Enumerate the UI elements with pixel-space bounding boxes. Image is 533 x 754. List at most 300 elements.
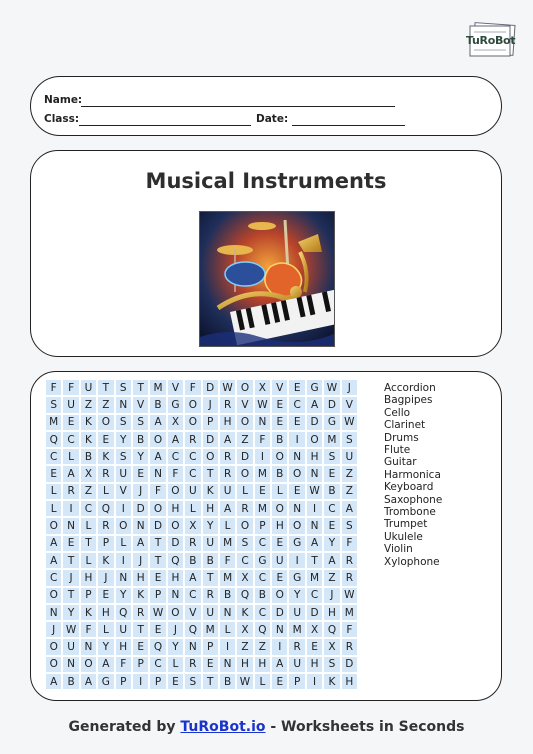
grid-cell[interactable]: T [149,535,166,552]
grid-cell[interactable]: Z [254,638,271,655]
grid-cell[interactable]: N [167,587,184,604]
grid-cell[interactable]: K [80,431,97,448]
grid-cell[interactable]: Q [184,621,201,638]
grid-cell[interactable]: J [323,587,340,604]
grid-cell[interactable]: X [184,517,201,534]
grid-cell[interactable]: N [62,517,79,534]
grid-cell[interactable]: A [97,656,114,673]
grid-cell[interactable]: H [132,569,149,586]
grid-cell[interactable]: X [323,638,340,655]
grid-cell[interactable]: G [167,396,184,413]
grid-cell[interactable]: T [132,379,149,396]
grid-cell[interactable]: W [341,414,358,431]
grid-cell[interactable]: E [271,673,288,690]
grid-cell[interactable]: Q [115,604,132,621]
grid-cell[interactable]: S [341,517,358,534]
grid-cell[interactable]: O [202,448,219,465]
grid-cell[interactable]: E [132,638,149,655]
name-field[interactable] [81,106,395,107]
grid-cell[interactable]: C [288,396,305,413]
grid-cell[interactable]: Q [45,431,62,448]
grid-cell[interactable]: A [80,673,97,690]
grid-cell[interactable]: F [254,431,271,448]
grid-cell[interactable]: E [149,621,166,638]
grid-cell[interactable]: C [45,569,62,586]
grid-cell[interactable]: Z [80,396,97,413]
grid-cell[interactable]: Z [236,431,253,448]
grid-cell[interactable]: U [62,638,79,655]
grid-cell[interactable]: D [202,431,219,448]
grid-cell[interactable]: X [254,379,271,396]
grid-cell[interactable]: J [167,621,184,638]
grid-cell[interactable]: C [306,587,323,604]
grid-cell[interactable]: N [132,517,149,534]
grid-cell[interactable]: J [202,396,219,413]
grid-cell[interactable]: O [184,414,201,431]
grid-cell[interactable]: C [184,448,201,465]
grid-cell[interactable]: F [62,379,79,396]
grid-cell[interactable]: Q [97,500,114,517]
grid-cell[interactable]: B [323,483,340,500]
grid-cell[interactable]: L [80,552,97,569]
grid-cell[interactable]: E [202,656,219,673]
grid-cell[interactable]: C [80,500,97,517]
grid-cell[interactable]: U [288,604,305,621]
grid-cell[interactable]: U [184,483,201,500]
grid-cell[interactable]: E [271,396,288,413]
grid-cell[interactable]: D [323,396,340,413]
grid-cell[interactable]: T [80,535,97,552]
grid-cell[interactable]: F [184,379,201,396]
grid-cell[interactable]: R [341,638,358,655]
grid-cell[interactable]: S [341,431,358,448]
grid-cell[interactable]: K [202,483,219,500]
grid-cell[interactable]: O [45,656,62,673]
grid-cell[interactable]: Y [167,638,184,655]
grid-cell[interactable]: E [149,569,166,586]
grid-cell[interactable]: N [219,604,236,621]
grid-cell[interactable]: M [341,604,358,621]
grid-cell[interactable]: L [271,483,288,500]
grid-cell[interactable]: D [149,517,166,534]
grid-cell[interactable]: L [45,500,62,517]
grid-cell[interactable]: O [167,517,184,534]
grid-cell[interactable]: T [306,552,323,569]
grid-cell[interactable]: Q [149,638,166,655]
grid-cell[interactable]: H [219,414,236,431]
grid-cell[interactable]: L [254,673,271,690]
grid-cell[interactable]: U [202,535,219,552]
grid-cell[interactable]: T [62,587,79,604]
grid-cell[interactable]: M [323,431,340,448]
grid-cell[interactable]: C [149,656,166,673]
grid-cell[interactable]: E [254,483,271,500]
grid-cell[interactable]: G [323,414,340,431]
grid-cell[interactable]: X [167,414,184,431]
grid-cell[interactable]: O [236,379,253,396]
grid-cell[interactable]: R [219,465,236,482]
grid-cell[interactable]: L [236,483,253,500]
grid-cell[interactable]: O [149,431,166,448]
grid-cell[interactable]: N [271,621,288,638]
grid-cell[interactable]: Z [341,465,358,482]
grid-cell[interactable]: M [306,569,323,586]
grid-cell[interactable]: A [45,673,62,690]
grid-cell[interactable]: L [45,483,62,500]
grid-cell[interactable]: M [149,379,166,396]
grid-cell[interactable]: A [167,431,184,448]
grid-cell[interactable]: Z [80,483,97,500]
grid-cell[interactable]: N [219,656,236,673]
grid-cell[interactable]: E [323,465,340,482]
grid-cell[interactable]: M [219,535,236,552]
grid-cell[interactable]: Z [323,569,340,586]
grid-cell[interactable]: Q [236,587,253,604]
grid-cell[interactable]: T [97,379,114,396]
grid-cell[interactable]: E [62,414,79,431]
grid-cell[interactable]: H [80,569,97,586]
grid-cell[interactable]: O [45,587,62,604]
grid-cell[interactable]: G [97,673,114,690]
grid-cell[interactable]: E [167,673,184,690]
grid-cell[interactable]: O [97,414,114,431]
grid-cell[interactable]: C [254,535,271,552]
grid-cell[interactable]: O [149,500,166,517]
grid-cell[interactable]: W [254,396,271,413]
grid-cell[interactable]: I [115,552,132,569]
grid-cell[interactable]: R [97,465,114,482]
grid-cell[interactable]: K [97,448,114,465]
grid-cell[interactable]: K [132,587,149,604]
grid-cell[interactable]: R [184,656,201,673]
grid-cell[interactable]: B [132,431,149,448]
grid-cell[interactable]: G [306,379,323,396]
grid-cell[interactable]: L [219,517,236,534]
grid-cell[interactable]: P [254,517,271,534]
grid-cell[interactable]: C [62,431,79,448]
grid-cell[interactable]: V [341,396,358,413]
grid-cell[interactable]: M [45,414,62,431]
grid-cell[interactable]: L [167,656,184,673]
grid-cell[interactable]: N [62,656,79,673]
grid-cell[interactable]: O [167,604,184,621]
grid-cell[interactable]: H [323,604,340,621]
grid-cell[interactable]: Y [323,535,340,552]
grid-cell[interactable]: N [288,448,305,465]
grid-cell[interactable]: I [306,500,323,517]
grid-cell[interactable]: N [306,465,323,482]
grid-cell[interactable]: O [45,517,62,534]
grid-cell[interactable]: D [236,448,253,465]
grid-cell[interactable]: O [184,396,201,413]
grid-cell[interactable]: S [184,673,201,690]
grid-cell[interactable]: R [97,517,114,534]
grid-cell[interactable]: M [288,621,305,638]
grid-cell[interactable]: O [45,638,62,655]
grid-cell[interactable]: S [236,535,253,552]
grid-cell[interactable]: T [202,569,219,586]
grid-cell[interactable]: C [184,587,201,604]
grid-cell[interactable]: O [288,465,305,482]
grid-cell[interactable]: J [45,621,62,638]
grid-cell[interactable]: N [149,465,166,482]
grid-cell[interactable]: P [97,535,114,552]
grid-cell[interactable]: U [62,396,79,413]
grid-cell[interactable]: D [341,656,358,673]
grid-cell[interactable]: H [306,656,323,673]
grid-cell[interactable]: Z [341,483,358,500]
grid-cell[interactable]: E [306,638,323,655]
grid-cell[interactable]: N [254,414,271,431]
grid-cell[interactable]: R [288,638,305,655]
grid-cell[interactable]: S [45,396,62,413]
grid-cell[interactable]: T [62,552,79,569]
grid-cell[interactable]: N [115,396,132,413]
grid-cell[interactable]: L [80,517,97,534]
grid-cell[interactable]: L [62,448,79,465]
grid-cell[interactable]: I [254,448,271,465]
grid-cell[interactable]: C [323,500,340,517]
grid-cell[interactable]: A [62,465,79,482]
grid-cell[interactable]: V [184,604,201,621]
grid-cell[interactable]: N [115,569,132,586]
grid-cell[interactable]: A [45,535,62,552]
grid-cell[interactable]: H [202,500,219,517]
grid-cell[interactable]: R [236,500,253,517]
grid-cell[interactable]: L [97,621,114,638]
grid-cell[interactable]: V [115,483,132,500]
grid-cell[interactable]: N [288,500,305,517]
grid-cell[interactable]: G [288,535,305,552]
grid-cell[interactable]: G [288,569,305,586]
grid-cell[interactable]: O [288,517,305,534]
grid-cell[interactable]: E [288,379,305,396]
grid-cell[interactable]: I [271,638,288,655]
grid-cell[interactable]: O [115,517,132,534]
grid-cell[interactable]: I [288,552,305,569]
grid-cell[interactable]: F [219,552,236,569]
grid-cell[interactable]: E [45,465,62,482]
grid-cell[interactable]: W [62,621,79,638]
grid-cell[interactable]: C [45,448,62,465]
grid-cell[interactable]: H [236,656,253,673]
grid-cell[interactable]: A [271,656,288,673]
grid-cell[interactable]: F [80,621,97,638]
grid-cell[interactable]: A [323,552,340,569]
grid-cell[interactable]: A [306,396,323,413]
grid-cell[interactable]: P [202,638,219,655]
grid-cell[interactable]: C [167,448,184,465]
grid-cell[interactable]: P [149,587,166,604]
grid-cell[interactable]: R [184,535,201,552]
grid-cell[interactable]: O [271,448,288,465]
grid-cell[interactable]: E [288,483,305,500]
grid-cell[interactable]: H [97,604,114,621]
grid-cell[interactable]: B [184,552,201,569]
grid-cell[interactable]: F [341,621,358,638]
grid-cell[interactable]: W [219,379,236,396]
grid-cell[interactable]: T [149,552,166,569]
grid-cell[interactable]: A [184,569,201,586]
grid-cell[interactable]: C [184,465,201,482]
grid-cell[interactable]: B [219,587,236,604]
grid-cell[interactable]: N [80,638,97,655]
grid-cell[interactable]: J [62,569,79,586]
grid-cell[interactable]: D [271,604,288,621]
grid-cell[interactable]: E [288,414,305,431]
grid-cell[interactable]: E [271,414,288,431]
grid-cell[interactable]: B [271,465,288,482]
grid-cell[interactable]: B [62,673,79,690]
grid-cell[interactable]: E [271,535,288,552]
grid-cell[interactable]: V [132,396,149,413]
grid-cell[interactable]: E [132,465,149,482]
grid-cell[interactable]: W [323,379,340,396]
grid-cell[interactable]: D [306,604,323,621]
grid-cell[interactable]: J [341,379,358,396]
grid-cell[interactable]: X [236,569,253,586]
grid-cell[interactable]: I [115,500,132,517]
grid-cell[interactable]: B [202,552,219,569]
grid-cell[interactable]: Y [115,431,132,448]
grid-cell[interactable]: Q [323,621,340,638]
grid-cell[interactable]: D [202,379,219,396]
grid-cell[interactable]: C [254,604,271,621]
grid-cell[interactable]: M [219,569,236,586]
grid-cell[interactable]: B [271,431,288,448]
grid-cell[interactable]: L [219,621,236,638]
grid-cell[interactable]: F [167,465,184,482]
grid-cell[interactable]: S [323,448,340,465]
grid-cell[interactable]: V [167,379,184,396]
grid-cell[interactable]: U [202,604,219,621]
grid-cell[interactable]: D [132,500,149,517]
grid-cell[interactable]: H [271,517,288,534]
grid-cell[interactable]: X [80,465,97,482]
grid-cell[interactable]: R [219,396,236,413]
grid-cell[interactable]: S [323,656,340,673]
grid-cell[interactable]: L [97,483,114,500]
grid-cell[interactable]: A [341,500,358,517]
grid-cell[interactable]: P [115,673,132,690]
grid-cell[interactable]: U [115,621,132,638]
grid-cell[interactable]: U [271,552,288,569]
grid-cell[interactable]: Y [115,587,132,604]
grid-cell[interactable]: L [115,535,132,552]
grid-cell[interactable]: H [341,673,358,690]
grid-cell[interactable]: T [132,621,149,638]
grid-cell[interactable]: U [288,656,305,673]
grid-cell[interactable]: P [288,673,305,690]
grid-cell[interactable]: T [202,673,219,690]
grid-cell[interactable]: Y [132,448,149,465]
grid-cell[interactable]: P [80,587,97,604]
grid-cell[interactable]: N [45,604,62,621]
grid-cell[interactable]: G [254,552,271,569]
grid-cell[interactable]: D [167,535,184,552]
grid-cell[interactable]: Z [97,396,114,413]
grid-cell[interactable]: P [202,414,219,431]
grid-cell[interactable]: S [115,379,132,396]
grid-cell[interactable]: R [341,569,358,586]
grid-cell[interactable]: F [149,483,166,500]
grid-cell[interactable]: A [132,535,149,552]
grid-cell[interactable]: P [149,673,166,690]
grid-cell[interactable]: Q [254,621,271,638]
grid-cell[interactable]: Y [202,517,219,534]
grid-cell[interactable]: U [341,448,358,465]
grid-cell[interactable]: N [184,638,201,655]
grid-cell[interactable]: A [306,535,323,552]
grid-cell[interactable]: Q [167,552,184,569]
grid-cell[interactable]: W [236,673,253,690]
grid-cell[interactable]: R [62,483,79,500]
grid-cell[interactable]: F [341,535,358,552]
grid-cell[interactable]: U [115,465,132,482]
date-field[interactable] [292,125,405,126]
grid-cell[interactable]: J [97,569,114,586]
grid-cell[interactable]: B [149,396,166,413]
grid-cell[interactable]: E [97,431,114,448]
grid-cell[interactable]: D [306,414,323,431]
grid-cell[interactable]: R [219,448,236,465]
grid-cell[interactable]: X [236,621,253,638]
grid-cell[interactable]: I [306,673,323,690]
grid-cell[interactable]: O [306,431,323,448]
grid-cell[interactable]: N [306,517,323,534]
grid-cell[interactable]: O [236,517,253,534]
grid-cell[interactable]: J [132,552,149,569]
grid-cell[interactable]: Y [97,638,114,655]
grid-cell[interactable]: I [219,638,236,655]
grid-cell[interactable]: M [254,465,271,482]
grid-cell[interactable]: K [80,414,97,431]
grid-cell[interactable]: S [132,414,149,431]
grid-cell[interactable]: C [236,552,253,569]
grid-cell[interactable]: H [254,656,271,673]
grid-cell[interactable]: S [115,414,132,431]
grid-cell[interactable]: J [132,483,149,500]
grid-cell[interactable]: R [184,431,201,448]
grid-cell[interactable]: P [132,656,149,673]
grid-cell[interactable]: I [62,500,79,517]
grid-cell[interactable]: V [236,396,253,413]
grid-cell[interactable]: C [254,569,271,586]
class-field[interactable] [79,125,251,126]
grid-cell[interactable]: K [236,604,253,621]
grid-cell[interactable]: O [236,414,253,431]
grid-cell[interactable]: R [202,587,219,604]
grid-cell[interactable]: I [288,431,305,448]
grid-cell[interactable]: T [202,465,219,482]
grid-cell[interactable]: I [132,673,149,690]
grid-cell[interactable]: A [219,500,236,517]
grid-cell[interactable]: K [323,673,340,690]
grid-cell[interactable]: K [97,552,114,569]
grid-cell[interactable]: A [45,552,62,569]
turobot-link[interactable]: TuRoBot.io [180,719,266,735]
grid-cell[interactable]: M [254,500,271,517]
grid-cell[interactable]: A [219,431,236,448]
grid-cell[interactable]: L [184,500,201,517]
grid-cell[interactable]: W [341,587,358,604]
grid-cell[interactable]: B [80,448,97,465]
grid-cell[interactable]: H [115,638,132,655]
grid-cell[interactable]: F [45,379,62,396]
grid-cell[interactable]: Z [236,638,253,655]
grid-cell[interactable]: W [306,483,323,500]
grid-cell[interactable]: H [167,500,184,517]
